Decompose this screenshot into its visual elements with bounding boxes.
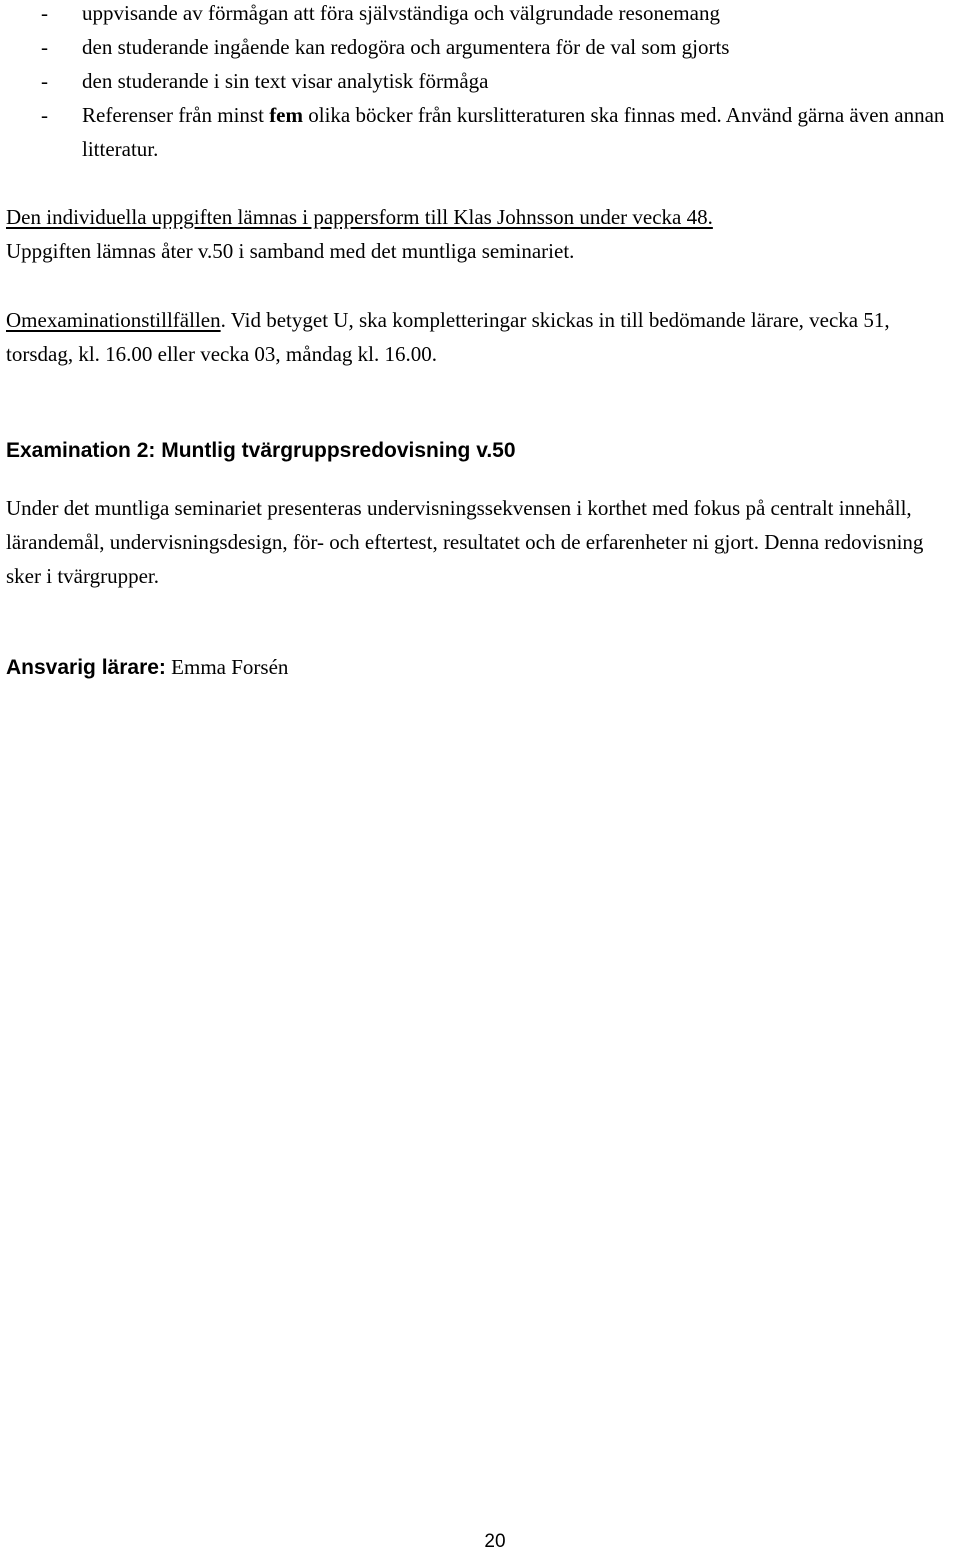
page-number: 20 [484, 1531, 506, 1552]
references-bold-count: fem [269, 103, 303, 127]
list-item-text: uppvisande av förmågan att föra självständiga och välgrundade resonemang [82, 1, 720, 25]
list-item-text: den studerande ingående kan redogöra och argumentera för de val som gjorts [82, 35, 730, 59]
reexam-text: . Vid betyget U, ska kompletteringar skickas in till bedömande lärare, vecka 51, torsdag, kl. 16.00 eller vecka 03, måndag kl. 16.00. [6, 308, 890, 366]
references-text-before: Referenser från minst [82, 103, 270, 127]
list-item-text: den studerande i sin text visar analytisk förmåga [82, 69, 489, 93]
bullet-dash: - [41, 103, 48, 127]
examination-2-heading: Examination 2: Muntlig tvärgruppsredovisning v.50 [6, 439, 516, 462]
list-item [6, 30, 956, 64]
responsible-teacher [6, 650, 956, 685]
bullet-dash: - [41, 35, 48, 59]
reexam-underlined-label: Omexaminationstillfällen [6, 308, 221, 332]
responsible-teacher-label: Ansvarig lärare: [6, 656, 166, 679]
reexam-paragraph [6, 303, 956, 371]
submission-paragraph [6, 200, 956, 268]
responsible-teacher-name: Emma Forsén [171, 655, 289, 679]
bullet-dash: - [41, 69, 48, 93]
list-item [6, 64, 956, 98]
references-text-after: olika böcker från kurslitteraturen ska finnas med. Använd gärna även annan litteratur. [82, 103, 945, 161]
bullet-dash: - [41, 1, 48, 25]
examination-2-body: Under det muntliga seminariet presenteras undervisningssekvensen i korthet med fokus på centralt innehåll, lärandemål, undervisningsdesign, för- och eftertest, resultatet och de erfarenheter ni gjort. Denna redovisning sker i tvärgrupper. [6, 496, 924, 588]
list-item-references [6, 98, 956, 166]
submission-return-text: Uppgiften lämnas åter v.50 i samband med det muntliga seminariet. [6, 239, 575, 263]
submission-underlined-text: Den individuella uppgiften lämnas i pappersform till Klas Johnsson under vecka 48. [6, 205, 713, 229]
list-item [6, 0, 956, 30]
criteria-list [6, 0, 956, 166]
